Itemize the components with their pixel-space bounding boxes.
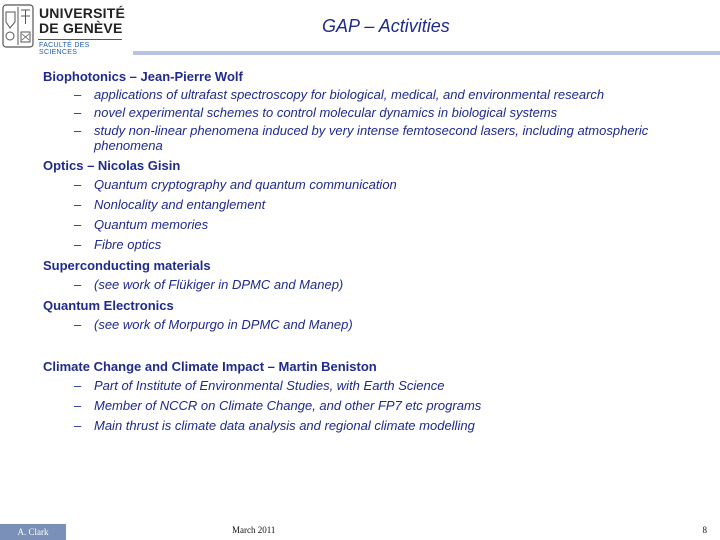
university-name-line-2: DE GENÈVE [39,20,123,36]
bullet-item [43,397,703,414]
slide-title: GAP – Activities [322,16,450,36]
university-name [39,6,125,36]
logo-divider [38,39,122,40]
dash-bullet-icon: – [74,277,82,292]
section-title-optics: Optics – Nicolas Gisin [43,158,181,173]
bullet-text: Part of Institute of Environmental Studies, with Earth Science [94,378,445,393]
section-title-climate: Climate Change and Climate Impact – Martin Beniston [43,359,377,374]
bullet-text: novel experimental schemes to control molecular dynamics in biological systems [94,105,558,120]
footer-date: March 2011 [232,525,276,535]
bullet-item [43,105,703,120]
dash-bullet-icon: – [74,378,82,393]
section-title-quantum-electronics: Quantum Electronics [43,298,174,313]
bullet-item [43,417,703,434]
bullet-text: Quantum cryptography and quantum communication [94,177,397,192]
bullet-list-biophotonics [43,87,703,153]
university-name-line-1: UNIVERSITÉ [39,5,126,21]
bullet-item [43,216,703,233]
university-seal-icon [2,4,34,48]
slide-header [0,0,720,60]
page-number: 8 [702,525,707,535]
dash-bullet-icon: – [74,87,82,102]
bullet-item [43,176,703,193]
bullet-text: Nonlocality and entanglement [94,197,266,212]
bullet-item [43,87,703,102]
bullet-list-superconducting [43,276,703,293]
bullet-text: Quantum memories [94,217,209,232]
faculty-name: FACULTÉ DES SCIENCES [39,42,90,56]
bullet-list-optics [43,176,703,253]
dash-bullet-icon: – [74,177,82,192]
bullet-item [43,316,703,333]
bullet-item [43,377,703,394]
bullet-item [43,236,703,253]
bullet-text: applications of ultrafast spectroscopy for biological, medical, and environmental research [94,87,605,102]
dash-bullet-icon: – [74,418,82,433]
dash-bullet-icon: – [74,105,82,120]
dash-bullet-icon: – [74,217,82,232]
bullet-text: Member of NCCR on Climate Change, and other FP7 etc programs [94,398,482,413]
section-title-superconducting: Superconducting materials [43,258,211,273]
bullet-list-quantum-electronics [43,316,703,333]
bullet-item [43,123,703,153]
dash-bullet-icon: – [74,197,82,212]
slide-content [43,69,703,434]
bullet-text: Fibre optics [94,237,162,252]
bullet-item [43,196,703,213]
dash-bullet-icon: – [74,237,82,252]
bullet-text: study non-linear phenomena induced by very intense femtosecond lasers, including atmospheric phenomena [94,123,649,153]
bullet-text: Main thrust is climate data analysis and regional climate modelling [94,418,475,433]
section-title-biophotonics: Biophotonics – Jean-Pierre Wolf [43,69,243,84]
university-logo [2,4,126,56]
bullet-item [43,276,703,293]
dash-bullet-icon: – [74,123,82,138]
bullet-list-climate [43,377,703,434]
bullet-text: (see work of Morpurgo in DPMC and Manep) [94,317,353,332]
footer-author: A. Clark [0,524,66,540]
dash-bullet-icon: – [74,317,82,332]
dash-bullet-icon: – [74,398,82,413]
header-divider [133,51,720,55]
bullet-text: (see work of Flükiger in DPMC and Manep) [94,277,344,292]
